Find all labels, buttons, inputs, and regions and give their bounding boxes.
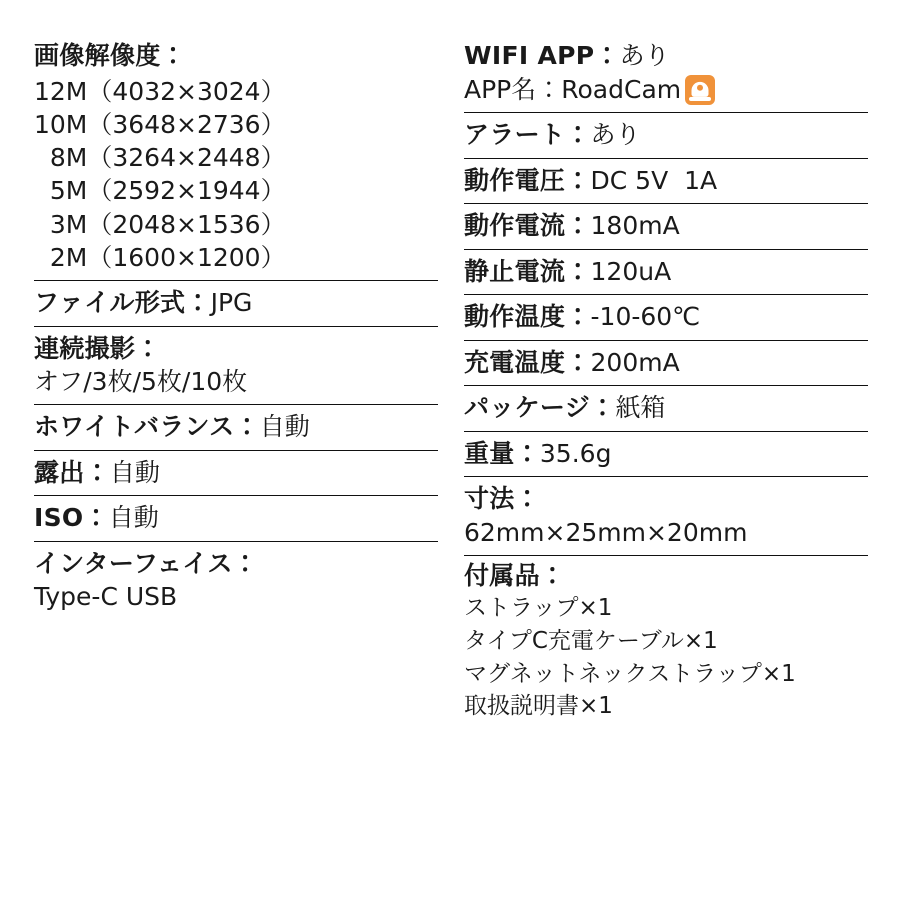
spec-row-operating-voltage xyxy=(464,159,868,205)
resolution-item: 12M（4032×3024） xyxy=(34,76,286,106)
spec-value-operating-voltage: DC 5V 1A xyxy=(590,165,718,195)
spec-label-operating-temperature: 動作温度： xyxy=(464,302,591,331)
left-spec-column xyxy=(34,34,438,880)
spec-label-app-name: APP名： xyxy=(464,74,562,104)
resolution-value-list xyxy=(34,73,438,275)
spec-line-operating-voltage xyxy=(464,164,868,198)
resolution-item: 10M（3648×2736） xyxy=(34,109,286,139)
spec-line-exposure xyxy=(34,456,438,490)
spec-label-weight: 重量： xyxy=(464,438,540,468)
spec-row-white-balance xyxy=(34,405,438,451)
spec-line-wifi-app xyxy=(464,39,868,73)
spec-value-operating-current: 180mA xyxy=(590,211,680,240)
spec-label-white-balance: ホワイトバランス： xyxy=(34,412,260,442)
spec-label-alert: アラート： xyxy=(464,120,591,149)
spec-line-charging-temperature xyxy=(464,346,868,380)
spec-label-standby-current: 静止電流： xyxy=(464,256,591,286)
spec-line-weight xyxy=(464,437,868,471)
spec-value-package: 紙箱 xyxy=(615,393,666,422)
spec-row-package xyxy=(464,386,868,432)
spec-value-white-balance: 自動 xyxy=(259,412,310,442)
spec-row-alert xyxy=(464,113,868,159)
spec-line-app-name xyxy=(464,73,868,107)
spec-value-standby-current: 120uA xyxy=(590,256,672,286)
spec-row-wifi-app xyxy=(464,34,868,113)
spec-label-operating-voltage: 動作電圧： xyxy=(464,165,591,195)
accessory-item: マグネットネックストラップ×1 xyxy=(464,660,796,687)
spec-value-wifi-app: あり xyxy=(619,41,670,70)
resolution-item: 5M（2592×1944） xyxy=(34,176,286,206)
roadcam-app-icon xyxy=(685,75,715,105)
spec-line-operating-temperature xyxy=(464,300,868,334)
resolution-item: 3M（2048×1536） xyxy=(34,209,286,239)
spec-value-dimensions: 62mm×25mm×20mm xyxy=(464,517,748,547)
camera-base-shape xyxy=(689,97,711,101)
spec-label-wifi-app: WIFI APP： xyxy=(464,41,620,70)
spec-label-operating-current: 動作電流： xyxy=(464,211,591,240)
spec-label-interface: インターフェイス： xyxy=(34,548,258,578)
spec-row-dimensions xyxy=(464,477,868,556)
resolution-item: 2M（1600×1200） xyxy=(34,242,286,272)
spec-row-operating-temperature xyxy=(464,295,868,341)
accessory-item: タイプC充電ケーブル×1 xyxy=(464,627,718,654)
spec-label-file-format: ファイル形式： xyxy=(34,288,211,317)
spec-line-file-format xyxy=(34,286,438,320)
spec-label-iso: ISO： xyxy=(34,503,109,533)
spec-row-continuous-shooting xyxy=(34,327,438,406)
right-spec-column xyxy=(464,34,868,880)
spec-line-iso xyxy=(34,501,438,535)
spec-line-white-balance xyxy=(34,410,438,444)
spec-value-alert: あり xyxy=(590,120,641,149)
spec-label-exposure: 露出： xyxy=(34,457,110,487)
spec-line-alert xyxy=(464,118,868,152)
spec-label-charging-temperature: 充電温度： xyxy=(464,347,591,377)
spec-label-dimensions: 寸法： xyxy=(464,484,540,513)
spec-line-standby-current xyxy=(464,255,868,289)
resolution-item: 8M（3264×2448） xyxy=(34,143,286,172)
spec-row-operating-current xyxy=(464,204,868,250)
spec-row-exposure xyxy=(34,451,438,497)
accessory-item: ストラップ×1 xyxy=(464,595,613,622)
spec-label-accessories: 付属品： xyxy=(464,560,566,590)
spec-row-accessories xyxy=(464,556,868,729)
spec-row-iso xyxy=(34,496,438,542)
spec-value-interface: Type-C USB xyxy=(34,582,178,612)
spec-line-operating-current xyxy=(464,209,868,243)
spec-value-weight: 35.6g xyxy=(539,438,612,468)
spec-value-app-name: RoadCam xyxy=(561,74,682,104)
accessory-item: 取扱説明書×1 xyxy=(464,693,613,720)
spec-line-package xyxy=(464,391,868,425)
spec-row-charging-temperature xyxy=(464,341,868,387)
spec-label-continuous-shooting: 連続撮影： xyxy=(34,333,161,363)
camera-lens-shape xyxy=(697,84,703,90)
spec-value-iso: 自動 xyxy=(108,503,159,533)
spec-value-continuous-shooting: オフ/3枚/5枚/10枚 xyxy=(34,367,248,396)
spec-value-exposure: 自動 xyxy=(109,457,160,487)
spec-row-image-resolution xyxy=(34,34,438,281)
spec-value-operating-temperature: -10-60℃ xyxy=(590,302,701,331)
spec-row-standby-current xyxy=(464,250,868,296)
spec-value-charging-temperature: 200mA xyxy=(590,347,680,377)
spec-row-weight xyxy=(464,432,868,478)
spec-label-image-resolution: 画像解像度： xyxy=(34,41,186,70)
spec-row-file-format xyxy=(34,281,438,327)
spec-value-file-format: JPG xyxy=(210,288,253,317)
spec-row-interface xyxy=(34,542,438,620)
spec-label-package: パッケージ： xyxy=(464,393,616,422)
